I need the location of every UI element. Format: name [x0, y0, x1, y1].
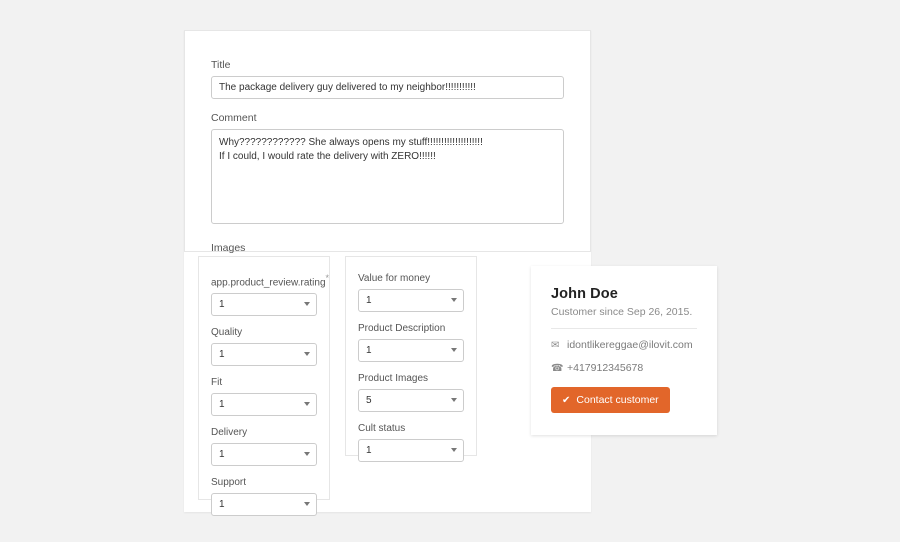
rating-label: Product Images: [358, 373, 429, 384]
customer-phone: +417912345678: [567, 362, 644, 374]
spacer: [211, 229, 564, 242]
contact-customer-button[interactable]: [551, 387, 670, 413]
rating-label: Cult status: [358, 423, 406, 434]
rating-select-product-images[interactable]: [358, 389, 464, 412]
rating-select-cult-status[interactable]: [358, 439, 464, 462]
rating-select-value-for-money[interactable]: [358, 289, 464, 312]
select-wrapper: [211, 293, 317, 316]
rating-field-delivery: [211, 427, 317, 466]
rating-select-quality[interactable]: [211, 343, 317, 366]
divider: [551, 328, 697, 329]
rating-select-support[interactable]: [211, 493, 317, 516]
comment-textarea[interactable]: [211, 129, 564, 224]
select-wrapper: [211, 343, 317, 366]
rating-field-product-images: [358, 373, 464, 412]
customer-email-row[interactable]: [551, 339, 697, 351]
rating-select-product-description[interactable]: [358, 339, 464, 362]
rating-label: Quality: [211, 327, 243, 339]
customer-phone-row[interactable]: [551, 362, 697, 374]
rating-label: app.product_review.rating*: [211, 273, 330, 289]
comment-label: Comment: [211, 112, 257, 124]
customer-name: John Doe: [551, 286, 618, 302]
customer-since: Customer since Sep 26, 2015.: [551, 306, 693, 318]
rating-label: Delivery: [211, 427, 248, 439]
select-wrapper: [358, 339, 464, 362]
envelope-icon: ✉: [551, 339, 560, 351]
select-wrapper: [358, 289, 464, 312]
customer-email: idontlikereggae@ilovit.com: [567, 339, 693, 351]
ratings-card-right: [345, 256, 477, 456]
rating-field-support: [211, 477, 317, 516]
rating-field-value-for-money: [358, 273, 464, 312]
contact-customer-label: Contact customer: [576, 394, 659, 406]
rating-label: Support: [211, 477, 247, 489]
spacer: [211, 99, 564, 112]
rating-label: Value for money: [358, 273, 431, 284]
rating-field-quality: [211, 327, 317, 366]
select-wrapper: [358, 439, 464, 462]
rating-label: Fit: [211, 377, 223, 389]
rating-field-cult-status: [358, 423, 464, 462]
customer-card: [531, 266, 717, 435]
select-wrapper: [358, 389, 464, 412]
review-details-card: [184, 30, 591, 252]
rating-field-product-description: [358, 323, 464, 362]
title-label: Title: [211, 59, 231, 71]
select-wrapper: [211, 493, 317, 516]
check-icon: ✔: [562, 394, 571, 406]
rating-field-app-product-review-rating: [211, 273, 330, 316]
select-wrapper: [211, 393, 317, 416]
rating-select-fit[interactable]: [211, 393, 317, 416]
ratings-card-left: [198, 256, 330, 500]
images-label: Images: [211, 242, 246, 254]
title-input[interactable]: [211, 76, 564, 99]
select-wrapper: [211, 443, 317, 466]
phone-icon: ☎: [551, 362, 564, 374]
rating-select-app-product-review-rating[interactable]: [211, 293, 317, 316]
rating-field-fit: [211, 377, 317, 416]
review-details-body: [185, 31, 590, 254]
rating-label: Product Description: [358, 323, 446, 334]
required-indicator: *: [325, 273, 330, 283]
rating-select-delivery[interactable]: [211, 443, 317, 466]
